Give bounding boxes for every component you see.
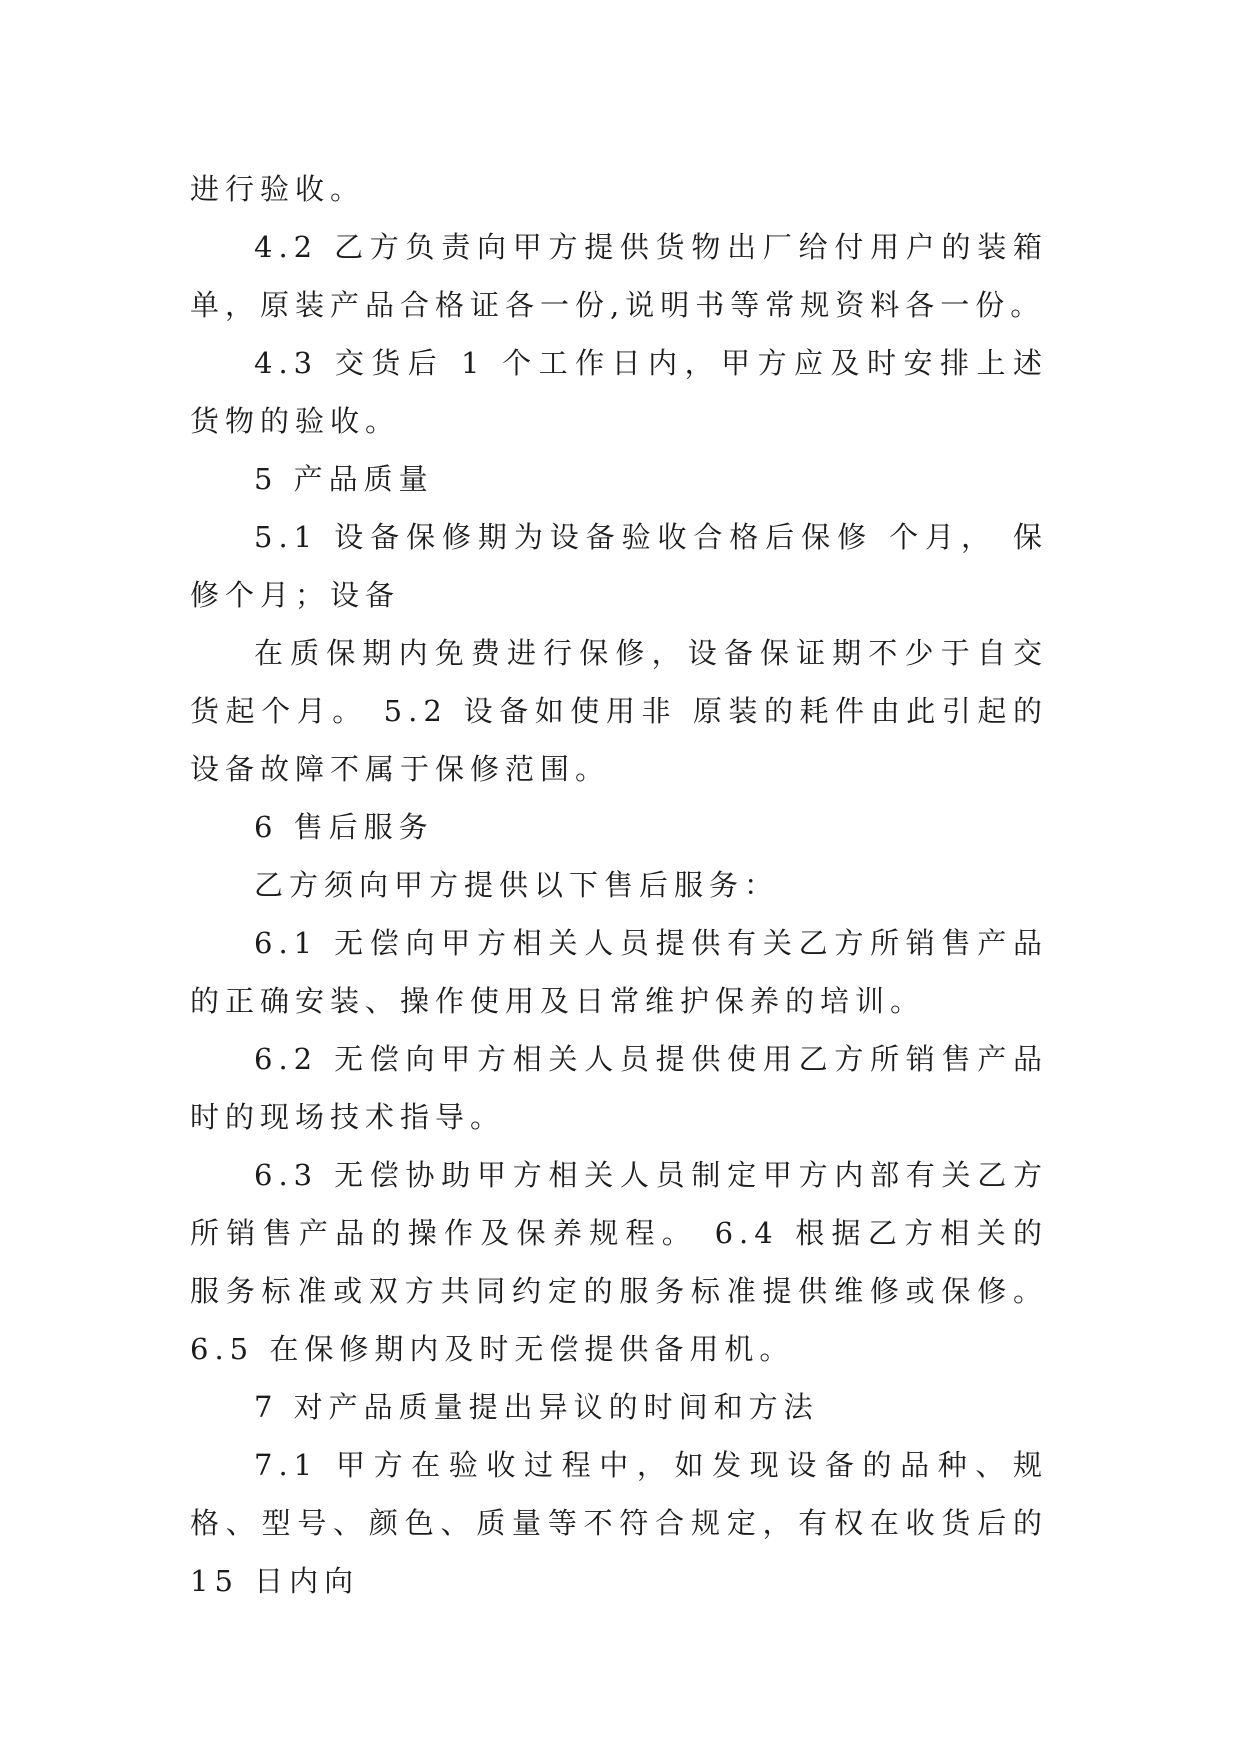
paragraph-4-3: 4.3 交货后 1 个工作日内，甲方应及时安排上述货物的验收。 <box>190 346 1048 438</box>
contract-body <box>190 160 1048 1610</box>
paragraph-acceptance-continued: 进行验收。 <box>190 172 366 206</box>
paragraph-6-2: 6.2 无偿向甲方相关人员提供使用乙方所销售产品时的现场技术指导。 <box>190 1042 1048 1134</box>
paragraph-6-3-to-6-5: 6.3 无偿协助甲方相关人员制定甲方内部有关乙方所销售产品的操作及保养规程。 6.4 根据乙方相关的服务标准或双方共同约定的服务标准提供维修或保修。 6.5 在保修期内及时无偿提供备用机。 <box>190 1158 1048 1366</box>
section-heading-7: 7 对产品质量提出异议的时间和方法 <box>254 1390 819 1424</box>
paragraph-7-1: 7.1 甲方在验收过程中，如发现设备的品种、规格、型号、颜色、质量等不符合规定，有权在收货后的 15 日内向 <box>190 1448 1048 1598</box>
paragraph-warranty-5-2: 在质保期内免费进行保修，设备保证期不少于自交货起个月。 5.2 设备如使用非 原装的耗件由此引起的设备故障不属于保修范围。 <box>190 636 1048 786</box>
section-heading-5: 5 产品质量 <box>254 462 434 496</box>
paragraph-5-1: 5.1 设备保修期为设备验收合格后保修 个月， 保修个月；设备 <box>190 520 1048 612</box>
section-heading-6: 6 售后服务 <box>254 810 434 844</box>
paragraph-6-1: 6.1 无偿向甲方相关人员提供有关乙方所销售产品的正确安装、操作使用及日常维护保养的培训。 <box>190 926 1048 1018</box>
paragraph-4-2: 4.2 乙方负责向甲方提供货物出厂给付用户的装箱单，原装产品合格证各一份,说明书等常规资料各一份。 <box>190 230 1048 322</box>
paragraph-service-intro: 乙方须向甲方提供以下售后服务： <box>254 868 780 902</box>
